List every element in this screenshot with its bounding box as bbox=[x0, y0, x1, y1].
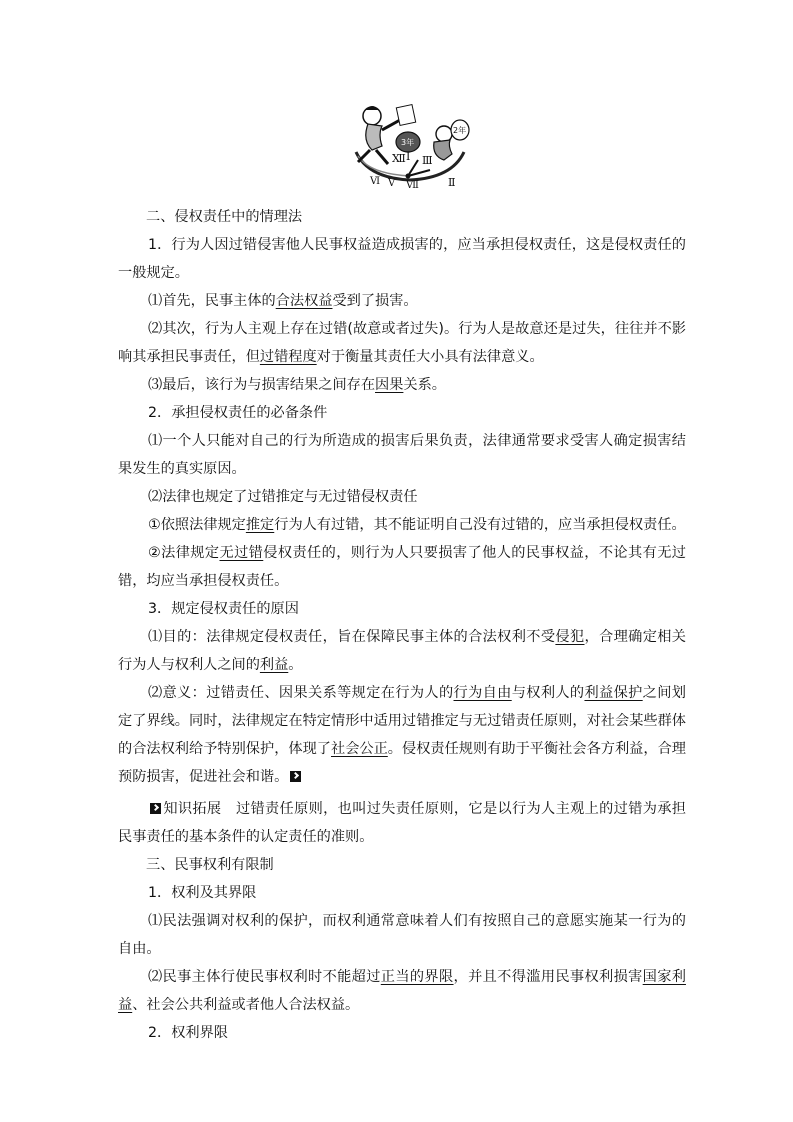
clock-cartoon-illustration bbox=[348, 100, 472, 192]
numeral-iii: Ⅲ bbox=[422, 154, 433, 167]
paragraph-1: 1．行为人因过错侵害他人民事权益造成损害的，应当承担侵权责任，这是侵权责任的一般规定。 bbox=[118, 237, 686, 281]
numeral-i: Ⅰ bbox=[406, 150, 411, 163]
key-term: 正当的界限 bbox=[380, 969, 454, 985]
key-term: 国家利益 bbox=[118, 969, 686, 1013]
key-term: 侵犯 bbox=[555, 629, 585, 645]
numeral-vi: Ⅵ bbox=[370, 176, 381, 187]
key-term: 过错程度 bbox=[259, 349, 317, 365]
paragraph-2-1: ⑴一个人只能对自己的行为所造成的损害后果负责，法律通常要求受害人确定损害结果发生的真实原因。 bbox=[118, 433, 686, 477]
paragraph-4-1: ⑴民法强调对权利的保护，而权利通常意味着人们有按照自己的意愿实施某一行为的自由。 bbox=[118, 913, 686, 957]
section-end-icon bbox=[290, 771, 301, 782]
knowledge-icon bbox=[150, 803, 161, 814]
paragraph-4: 1．权利及其界限 bbox=[148, 885, 257, 901]
paragraph-2-2: ⑵法律也规定了过错推定与无过错侵权责任 bbox=[148, 489, 418, 505]
key-term: 利益 bbox=[259, 657, 289, 673]
paragraph-1-1: ⑴首先，民事主体的合法权益受到了损害。 bbox=[148, 293, 418, 309]
knowledge-label: 知识拓展 bbox=[163, 801, 222, 817]
bag-label-1: 3年 bbox=[401, 138, 415, 147]
paragraph-1-3: ⑶最后，该行为与损害结果之间存在因果关系。 bbox=[148, 377, 446, 393]
paragraph-2-2-b: ②法律规定无过错侵权责任的，则行为人只要损害了他人的民事权益，不论其有无过错，均应当承担侵权责任。 bbox=[118, 545, 686, 589]
key-term: 行为自由 bbox=[453, 685, 512, 701]
paragraph-4-2: ⑵民事主体行使民事权利时不能超过正当的界限，并且不得滥用民事权利损害国家利益、社会公共利益或者他人合法权益。 bbox=[118, 969, 686, 1013]
section-heading-2: 二、侵权责任中的情理法 bbox=[146, 209, 303, 225]
numeral-xii: Ⅻ bbox=[392, 152, 406, 165]
paragraph-3: 3．规定侵权责任的原因 bbox=[148, 601, 299, 617]
key-term: 利益保护 bbox=[584, 685, 643, 701]
paragraph-2: 2．承担侵权责任的必备条件 bbox=[148, 405, 328, 421]
key-term: 无过错 bbox=[219, 545, 264, 561]
document-body bbox=[118, 203, 686, 1047]
bag-label-2: 2年 bbox=[453, 126, 467, 135]
numeral-v: Ⅴ bbox=[388, 178, 396, 189]
section-heading-3: 三、民事权利有限制 bbox=[146, 857, 274, 873]
paragraph-5: 2．权利界限 bbox=[148, 1025, 228, 1041]
paper-icon bbox=[396, 105, 415, 126]
paragraph-2-2-a: ①依照法律规定推定行为人有过错，其不能证明自己没有过错的，应当承担侵权责任。 bbox=[148, 517, 686, 533]
key-term: 因果 bbox=[375, 377, 404, 393]
knowledge-extension: 知识拓展 过错责任原则，也叫过失责任原则，它是以行为人主观上的过错为承担民事责任的基本条件的认定责任的准则。 bbox=[118, 801, 686, 845]
key-term: 推定 bbox=[245, 517, 275, 533]
paragraph-1-2: ⑵其次，行为人主观上存在过错(故意或者过失)。行为人是故意还是过失，往往并不影响其承担民事责任，但过错程度对于衡量其责任大小具有法律意义。 bbox=[118, 321, 686, 365]
paragraph-3-1: ⑴目的：法律规定侵权责任，旨在保障民事主体的合法权利不受侵犯，合理确定相关行为人与权利人之间的利益。 bbox=[118, 629, 686, 673]
numeral-ii: Ⅱ bbox=[448, 176, 456, 189]
key-term: 合法权益 bbox=[275, 293, 333, 309]
paragraph-3-2: ⑵意义：过错责任、因果关系等规定在行为人的行为自由与权利人的利益保护之间划定了界线。同时，法律规定在特定情形中适用过错推定与无过错责任原则，对社会某些群体的合法权利给予特别保护，体现了社会公正。侵权责任规则有助于平衡社会各方利益，合理预防损害，促进社会和谐。 bbox=[118, 685, 686, 785]
numeral-vii: Ⅶ bbox=[406, 180, 419, 191]
key-term: 社会公正 bbox=[331, 741, 388, 757]
